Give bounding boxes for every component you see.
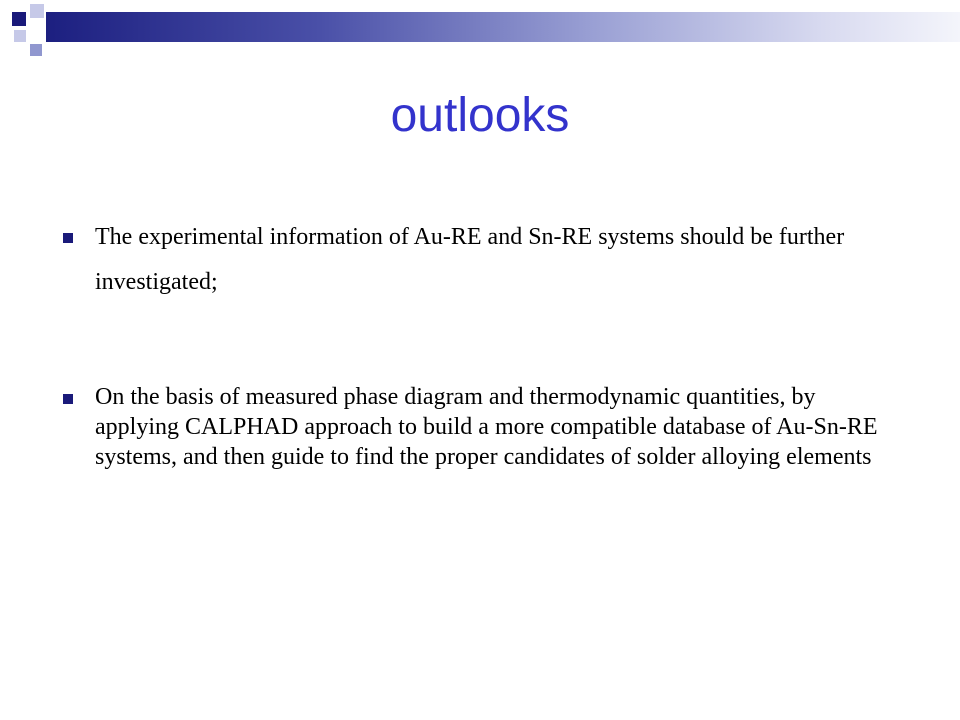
bullet-item-2 (60, 382, 900, 472)
bullet-item-1 (60, 215, 900, 305)
bullet-text-2: On the basis of measured phase diagram and thermodynamic quantities, by applying CALPHAD approach to build a more compatible database of Au-Sn-RE systems, and then guide to find the proper candidates of solder alloying elements (95, 384, 878, 470)
header-gradient-bar (46, 12, 960, 42)
corner-square-mid-1 (30, 44, 42, 56)
square-bullet-icon (63, 233, 73, 243)
square-bullet-icon (63, 394, 73, 404)
slide-title: outlooks (390, 89, 570, 142)
bullet-text-1: The experimental information of Au-RE and Sn-RE systems should be further investigated; (95, 224, 845, 295)
bullet-list (60, 215, 900, 472)
corner-square-light-2 (14, 30, 26, 42)
corner-square-dark-1 (12, 12, 26, 26)
corner-square-light-1 (30, 4, 44, 18)
